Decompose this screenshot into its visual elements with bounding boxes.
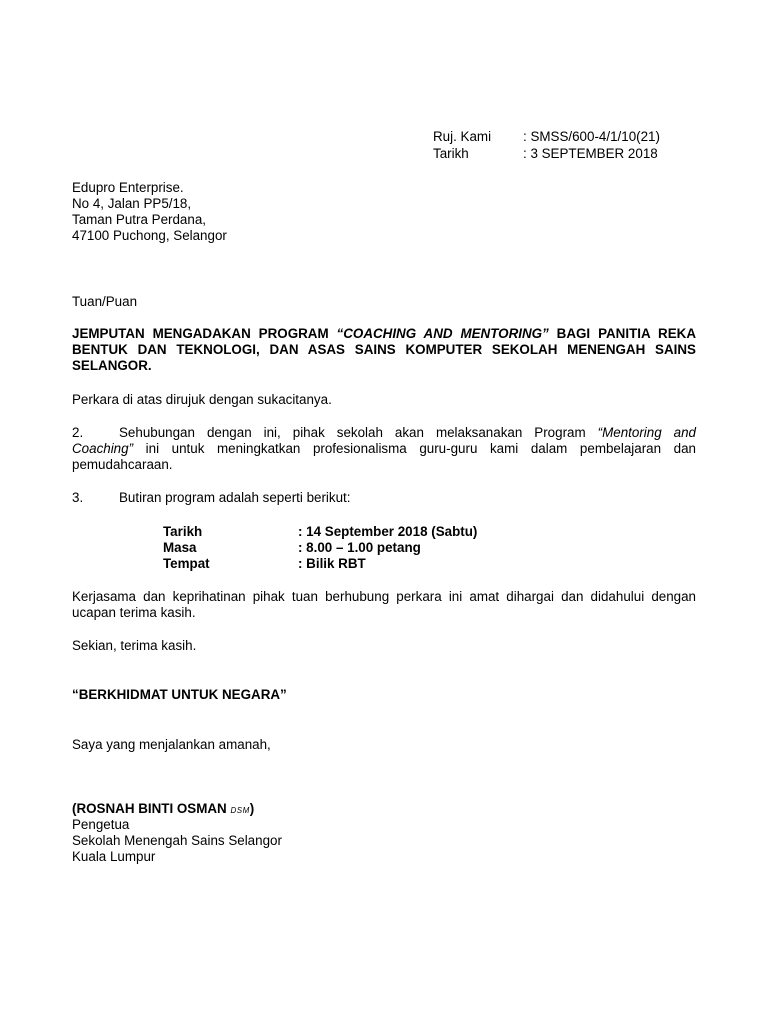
paragraph-2-line-2 xyxy=(72,441,696,457)
signatory-city: Kuala Lumpur xyxy=(72,849,156,864)
paragraph-text: Sehubungan dengan ini, pihak sekolah akan melaksanakan Program xyxy=(119,425,598,440)
salutation: Tuan/Puan xyxy=(72,294,138,309)
signatory-name-text: (ROSNAH BINTI OSMAN xyxy=(72,801,231,816)
date-value: : 3 SEPTEMBER 2018 xyxy=(523,146,658,161)
signatory-honorific: DSM xyxy=(230,806,250,815)
detail-label: Tempat xyxy=(163,556,210,571)
paragraph-text: ini untuk meningkatkan profesionalisma guru-guru kami dalam pembelajaran dan xyxy=(133,441,696,456)
reference-label: Ruj. Kami xyxy=(433,129,492,144)
detail-value: : 14 September 2018 (Sabtu) xyxy=(298,524,478,539)
date-label: Tarikh xyxy=(433,146,469,161)
signatory-school: Sekolah Menengah Sains Selangor xyxy=(72,833,282,848)
closing-thanks: Sekian, terima kasih. xyxy=(72,638,197,653)
address-line: Edupro Enterprise. xyxy=(72,180,184,195)
signatory-name-close: ) xyxy=(249,801,255,816)
paragraph-number: 2. xyxy=(72,425,84,440)
address-line: Taman Putra Perdana, xyxy=(72,212,206,227)
detail-row-time xyxy=(163,540,563,556)
signatory-block xyxy=(72,801,282,865)
paragraph-2-line-3: pemudahcaraan. xyxy=(72,457,173,472)
signatory-title: Pengetua xyxy=(72,817,130,832)
program-name-italic: Coaching” xyxy=(72,441,134,456)
signoff: Saya yang menjalankan amanah, xyxy=(72,737,271,752)
paragraph-intro: Perkara di atas dirujuk dengan sukacitanya. xyxy=(72,392,332,407)
paragraph-2-line-1 xyxy=(119,425,696,441)
paragraph-3-text: Butiran program adalah seperti berikut: xyxy=(119,490,351,505)
signatory-name xyxy=(72,801,282,817)
program-name-italic: “Mentoring and xyxy=(597,425,696,440)
detail-row-venue xyxy=(163,556,563,572)
reference-value: : SMSS/600-4/1/10(21) xyxy=(523,129,660,144)
recipient-address xyxy=(72,180,227,244)
detail-value: : Bilik RBT xyxy=(298,556,366,571)
address-line: No 4, Jalan PP5/18, xyxy=(72,196,192,211)
subject-heading xyxy=(72,326,696,374)
detail-value: : 8.00 – 1.00 petang xyxy=(298,540,421,555)
detail-row-date xyxy=(163,524,563,540)
motto: “BERKHIDMAT UNTUK NEGARA” xyxy=(72,687,287,702)
subject-part2: BAGI PANITIA REKA BENTUK DAN TEKNOLOGI, DAN ASAS SAINS KOMPUTER SEKOLAH MENENGAH SAINS SELANGOR. xyxy=(72,326,696,373)
reference-row-date xyxy=(433,146,733,162)
paragraph-number: 3. xyxy=(72,490,84,505)
reference-row-ruj xyxy=(433,129,733,145)
subject-program-name: “COACHING AND MENTORING” xyxy=(336,326,549,341)
closing-paragraph: Kerjasama dan keprihatinan pihak tuan berhubung perkara ini amat dihargai dan didahului dengan ucapan terima kasih. xyxy=(72,589,696,620)
detail-label: Masa xyxy=(163,540,197,555)
detail-label: Tarikh xyxy=(163,524,203,539)
address-line: 47100 Puchong, Selangor xyxy=(72,228,227,243)
subject-part1: JEMPUTAN MENGADAKAN PROGRAM xyxy=(72,326,337,341)
